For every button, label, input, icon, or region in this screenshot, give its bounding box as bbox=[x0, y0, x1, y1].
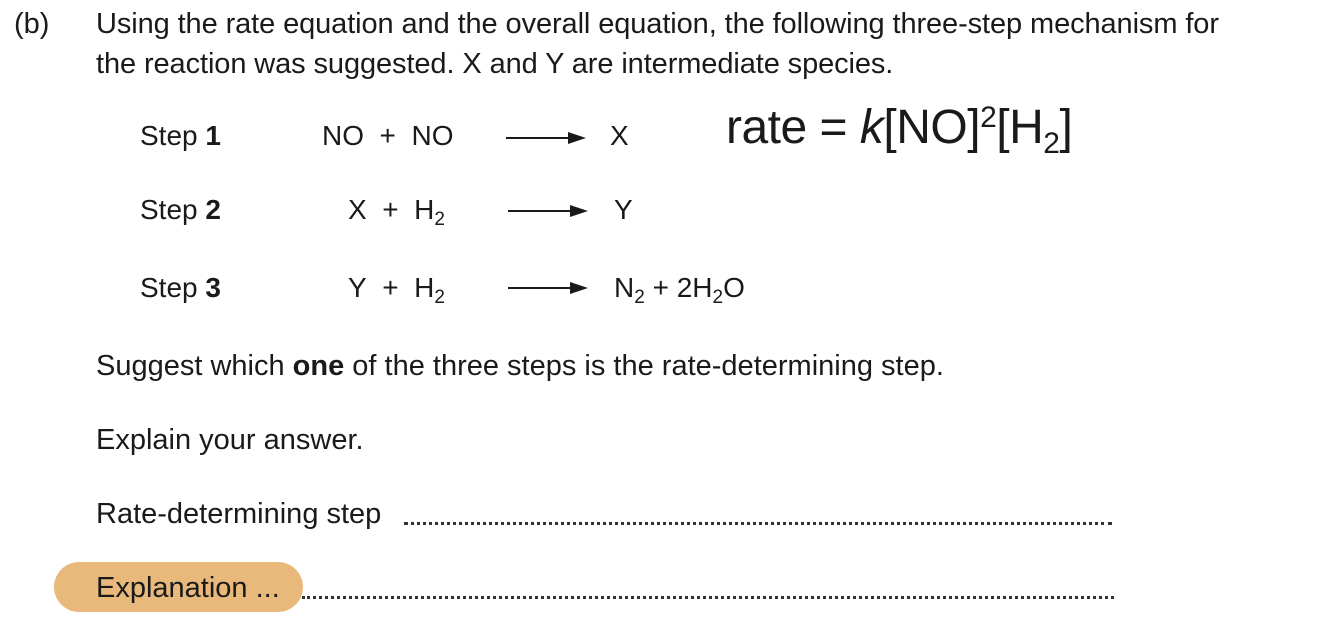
step-2-arrow-icon bbox=[508, 201, 588, 221]
rds-answer-field[interactable] bbox=[404, 522, 1112, 525]
rds-label: Rate-determining step bbox=[96, 498, 382, 530]
rate-equation: rate = $k[NO]^2[H_2]$ bbox=[726, 101, 1073, 160]
explanation-answer-field[interactable] bbox=[302, 596, 1114, 599]
step-1-product: X bbox=[610, 120, 629, 151]
explain-prompt: Explain your answer. bbox=[96, 424, 364, 456]
suggest-prompt: Suggest which one of the three steps is the rate-determining step. bbox=[96, 350, 944, 382]
step-3-arrow-icon bbox=[508, 278, 588, 298]
step-1-reactants: NO + NO bbox=[322, 120, 454, 151]
step-3-products: $N_2 + 2H_2O$ bbox=[614, 272, 745, 308]
step-1-arrow-icon bbox=[506, 128, 586, 148]
step-3-label: Step 3 bbox=[140, 272, 221, 303]
explanation-label: Explanation ... bbox=[96, 572, 280, 604]
step-2-label: Step 2 bbox=[140, 194, 221, 225]
question-intro-line-1: Using the rate equation and the overall equation, the following three-step mechanism for bbox=[96, 8, 1219, 40]
step-1-label: Step 1 bbox=[140, 120, 221, 151]
step-2-reactants: $X + H_2$ bbox=[348, 194, 445, 230]
step-3-reactants: $Y + H_2$ bbox=[348, 272, 445, 308]
step-2-product: Y bbox=[614, 194, 633, 225]
part-label: (b) bbox=[14, 8, 50, 40]
question-intro-line-2: the reaction was suggested. X and Y are intermediate species. bbox=[96, 48, 894, 80]
